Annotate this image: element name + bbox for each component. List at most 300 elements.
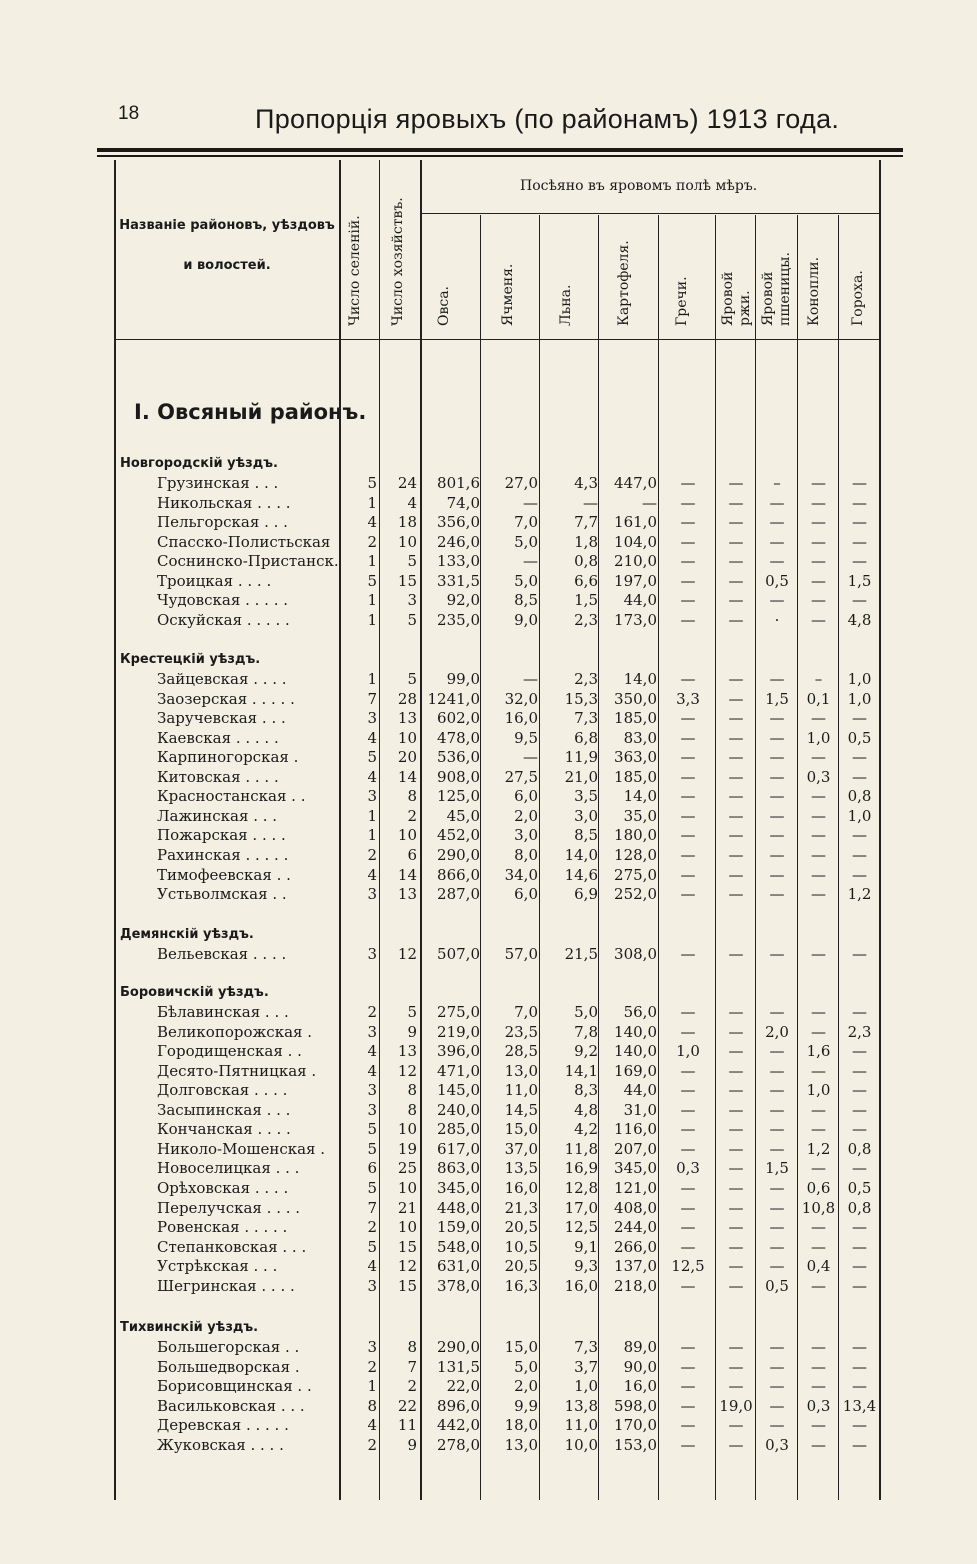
table-cell: 5 [367, 1178, 377, 1197]
table-row [0, 1042, 977, 1061]
crop-column-header: Конопли. [806, 256, 822, 326]
table-cell: 128,0 [614, 845, 657, 864]
table-cell: 9,0 [514, 610, 538, 629]
volost-name: Троицкая . . . . [157, 571, 272, 590]
table-cell: 23,5 [504, 1022, 538, 1041]
table-cell: — [728, 689, 744, 708]
table-cell: 0,5 [765, 1276, 789, 1295]
table-cell: — [811, 610, 826, 629]
table-cell: 5 [407, 1003, 417, 1021]
table-cell: — [728, 865, 744, 884]
table-cell: 14,0 [564, 845, 598, 864]
table-cell: 21,3 [504, 1198, 538, 1217]
table-cell: 290,0 [437, 845, 480, 864]
volost-name: Лажинская . . . [157, 806, 278, 825]
table-cell: 4 [407, 493, 417, 512]
table-cell: 2 [367, 1435, 377, 1454]
table-cell: — [811, 885, 826, 904]
table-cell: 173,0 [614, 610, 657, 629]
table-cell: 1,8 [574, 532, 598, 551]
table-cell: 0,5 [847, 728, 872, 747]
table-cell: — [769, 1120, 785, 1139]
table-cell: 285,0 [437, 1120, 480, 1139]
table-cell: — [728, 1061, 744, 1080]
table-cell: — [811, 1120, 826, 1139]
table-cell: 0,5 [765, 571, 789, 590]
table-cell: 5 [407, 670, 417, 688]
table-cell: 5 [407, 552, 417, 571]
uezd-heading: Боровичскій уѣздъ. [120, 985, 269, 1000]
table-row [0, 945, 977, 964]
table-cell: 2 [367, 532, 377, 551]
table-row [0, 690, 977, 709]
table-cell: — [852, 845, 867, 864]
table-cell: — [523, 670, 538, 688]
table-cell: — [680, 945, 696, 963]
table-cell: 275,0 [437, 1003, 480, 1021]
table-cell: 13 [397, 709, 417, 728]
table-cell: 246,0 [437, 532, 480, 551]
table-cell: — [680, 767, 696, 786]
table-cell: 2 [407, 1377, 417, 1396]
volost-name: Васильковская . . . [157, 1396, 305, 1415]
table-cell: 452,0 [437, 826, 480, 845]
table-cell: — [769, 767, 785, 786]
table-cell: 0,8 [847, 1139, 872, 1158]
table-cell: 18 [397, 513, 417, 532]
table-cell: 3,3 [676, 689, 700, 708]
table-cell: 244,0 [614, 1218, 657, 1237]
table-cell: 408,0 [614, 1198, 657, 1217]
table-cell: 8,0 [514, 845, 538, 864]
table-cell: 631,0 [437, 1257, 480, 1276]
table-cell: — [728, 728, 744, 747]
table-cell: 2,0 [514, 806, 538, 825]
table-cell: — [852, 709, 867, 728]
table-cell: 252,0 [614, 885, 657, 904]
table-cell: — [811, 787, 826, 806]
table-cell: 16,3 [504, 1276, 538, 1295]
table-cell: — [852, 1061, 867, 1080]
volost-name: Рахинская . . . . . [157, 845, 289, 864]
table-cell: — [852, 1257, 867, 1276]
table-cell: — [680, 571, 696, 590]
table-cell: 1 [367, 552, 377, 571]
table-cell: — [728, 787, 744, 806]
table-cell: 8,5 [514, 591, 538, 610]
table-row [0, 474, 977, 493]
table-cell: 32,0 [504, 689, 538, 708]
top-rule-thin [97, 155, 903, 157]
table-cell: 4 [367, 1257, 377, 1276]
table-cell: 801,6 [437, 474, 480, 492]
table-cell: 9 [407, 1435, 417, 1454]
table-cell: 8 [407, 1100, 417, 1119]
table-cell: 0,3 [765, 1435, 789, 1454]
table-cell: — [769, 552, 785, 571]
table-cell: — [852, 493, 867, 512]
table-cell: 8 [407, 1081, 417, 1100]
volost-name: Деревская . . . . . [157, 1416, 289, 1435]
table-row [0, 826, 977, 845]
table-cell: — [811, 552, 826, 571]
table-cell: — [680, 1178, 696, 1197]
volost-name: Великопорожская . [157, 1022, 313, 1041]
table-cell: 9 [407, 1022, 417, 1041]
volost-name: Соснинско-Пристанск. [157, 552, 339, 571]
table-cell: 16,0 [564, 1276, 598, 1295]
table-cell: 10 [397, 826, 417, 845]
table-cell: 13 [397, 1042, 417, 1061]
volost-name: Вельевская . . . . [157, 945, 287, 963]
uezd-heading: Новгородскій уѣздъ. [120, 456, 278, 471]
table-cell: — [811, 865, 826, 884]
table-cell: — [728, 1003, 744, 1021]
volost-name: Тимофеевская . . [157, 865, 291, 884]
table-cell: 12,5 [671, 1257, 705, 1276]
table-cell: 0,4 [806, 1257, 831, 1276]
table-cell: 20,5 [504, 1218, 538, 1237]
table-cell: — [769, 845, 785, 864]
table-cell: 548,0 [437, 1237, 480, 1256]
table-row [0, 1081, 977, 1100]
table-cell: — [523, 493, 538, 512]
table-cell: — [769, 513, 785, 532]
table-cell: — [852, 1003, 867, 1021]
table-cell: — [680, 885, 696, 904]
table-cell: 1,5 [847, 571, 872, 590]
table-cell: 153,0 [614, 1435, 657, 1454]
table-row [0, 552, 977, 571]
table-row [0, 1199, 977, 1218]
table-row [0, 807, 977, 826]
table-cell: — [680, 806, 696, 825]
table-cell: — [728, 1120, 744, 1139]
table-row [0, 768, 977, 787]
table-cell: — [680, 1120, 696, 1139]
table-cell: — [680, 787, 696, 806]
table-cell: 1,5 [765, 1159, 789, 1178]
volost-name: Николо-Мошенская . [157, 1139, 326, 1158]
table-cell: — [680, 1198, 696, 1217]
table-row [0, 1062, 977, 1081]
table-cell: — [769, 670, 785, 688]
table-cell: 0,6 [806, 1178, 831, 1197]
table-cell: — [769, 748, 785, 767]
table-cell: · [774, 610, 780, 629]
table-row [0, 1218, 977, 1237]
table-cell: 3 [367, 1276, 377, 1295]
table-cell: — [811, 1003, 826, 1021]
table-cell: — [769, 1396, 785, 1415]
table-cell: — [852, 1042, 867, 1061]
table-cell: — [769, 1003, 785, 1021]
table-row [0, 1377, 977, 1396]
table-cell: — [811, 1061, 826, 1080]
table-cell: 308,0 [614, 945, 657, 963]
table-cell: 57,0 [504, 945, 538, 963]
table-row [0, 513, 977, 532]
name-column-header: Названіе районовъ, уѣздовъ [119, 218, 335, 233]
table-cell: 1,0 [806, 728, 831, 747]
table-row [0, 1179, 977, 1198]
table-cell: — [769, 493, 785, 512]
table-cell: 7,3 [574, 709, 598, 728]
sown-group-header: Посѣяно въ яровомъ полѣ мѣръ. [520, 178, 758, 194]
table-cell: 345,0 [437, 1178, 480, 1197]
table-cell: 28 [397, 689, 417, 708]
table-cell: 12,8 [564, 1178, 598, 1197]
table-cell: 866,0 [437, 865, 480, 884]
table-cell: 159,0 [437, 1218, 480, 1237]
table-cell: — [680, 513, 696, 532]
table-cell: — [769, 1357, 785, 1376]
crop-column-header: Льна. [558, 284, 574, 326]
table-cell: — [728, 845, 744, 864]
table-cell: — [728, 1416, 744, 1435]
table-cell: 16,0 [504, 1178, 538, 1197]
volost-name: Новоселицкая . . . [157, 1159, 300, 1178]
table-cell: 1,0 [806, 1081, 831, 1100]
table-cell: — [680, 1416, 696, 1435]
table-cell: — [852, 1276, 867, 1295]
table-cell: — [680, 1338, 696, 1356]
table-cell: 5,0 [574, 1003, 598, 1021]
table-cell: — [680, 845, 696, 864]
table-cell: 8 [407, 1338, 417, 1356]
table-cell: 1,5 [574, 591, 598, 610]
table-cell: — [852, 767, 867, 786]
table-cell: — [811, 1237, 826, 1256]
table-row [0, 1397, 977, 1416]
table-cell: 4 [367, 728, 377, 747]
table-cell: 56,0 [623, 1003, 657, 1021]
table-cell: 131,5 [437, 1357, 480, 1376]
table-cell: 14,6 [564, 865, 598, 884]
table-cell: — [852, 1435, 867, 1454]
table-cell: 287,0 [437, 885, 480, 904]
table-cell: 5 [407, 610, 417, 629]
table-cell: — [811, 532, 826, 551]
volost-name: Чудовская . . . . . [157, 591, 288, 610]
page-title: Пропорція яровыхъ (по районамъ) 1913 года. [255, 104, 840, 134]
table-cell: 4 [367, 1416, 377, 1435]
table-cell: — [680, 826, 696, 845]
table-cell: 11,9 [564, 748, 598, 767]
table-cell: 9,1 [574, 1237, 598, 1256]
table-cell: — [852, 513, 867, 532]
table-cell: 17,0 [564, 1198, 598, 1217]
table-cell: 2,0 [514, 1377, 538, 1396]
table-cell: — [769, 1338, 785, 1356]
table-cell: — [852, 865, 867, 884]
table-cell: – [773, 474, 781, 492]
table-cell: — [523, 552, 538, 571]
table-cell: 1 [367, 670, 377, 688]
table-cell: 13,0 [504, 1061, 538, 1080]
table-cell: 16,9 [564, 1159, 598, 1178]
table-cell: — [680, 474, 696, 492]
table-cell: 1,0 [676, 1042, 700, 1061]
table-cell: — [769, 1061, 785, 1080]
table-cell: — [811, 1218, 826, 1237]
volost-name: Пожарская . . . . [157, 826, 286, 845]
table-cell: 356,0 [437, 513, 480, 532]
table-cell: — [728, 493, 744, 512]
table-cell: 13,0 [504, 1435, 538, 1454]
table-cell: 2 [407, 806, 417, 825]
table-cell: — [728, 610, 744, 629]
table-cell: 363,0 [614, 748, 657, 767]
table-row [0, 846, 977, 865]
table-cell: 448,0 [437, 1198, 480, 1217]
table-cell: — [680, 865, 696, 884]
table-cell: — [811, 1357, 826, 1376]
crop-column-header: Овса. [436, 286, 452, 326]
volost-name: Перелучская . . . . [157, 1198, 301, 1217]
table-cell: 99,0 [446, 670, 480, 688]
table-cell: 8,5 [574, 826, 598, 845]
table-cell: — [680, 728, 696, 747]
table-cell: 27,0 [504, 474, 538, 492]
table-cell: — [811, 1276, 826, 1295]
table-cell: 15 [397, 1237, 417, 1256]
table-cell: 140,0 [614, 1042, 657, 1061]
table-cell: — [728, 709, 744, 728]
table-cell: 22 [397, 1396, 417, 1415]
table-cell: — [680, 591, 696, 610]
table-cell: — [680, 1357, 696, 1376]
table-cell: 4 [367, 1042, 377, 1061]
table-cell: 7,0 [514, 513, 538, 532]
table-cell: 11,0 [504, 1081, 538, 1100]
table-cell: 908,0 [437, 767, 480, 786]
table-cell: — [680, 709, 696, 728]
table-cell: 28,5 [504, 1042, 538, 1061]
table-cell: 7 [367, 689, 377, 708]
table-cell: 185,0 [614, 709, 657, 728]
table-cell: — [769, 806, 785, 825]
table-row [0, 1003, 977, 1022]
volost-name: Заозерская . . . . . [157, 689, 295, 708]
table-cell: — [811, 493, 826, 512]
table-cell: 6,8 [574, 728, 598, 747]
table-cell: 5 [367, 1120, 377, 1139]
table-cell: — [769, 728, 785, 747]
table-cell: 11,0 [564, 1416, 598, 1435]
table-cell: 442,0 [437, 1416, 480, 1435]
table-cell: 9,9 [514, 1396, 538, 1415]
uezd-heading: Крестецкій уѣздъ. [120, 652, 261, 667]
table-cell: 3 [407, 591, 417, 610]
table-row [0, 1257, 977, 1276]
table-cell: — [680, 532, 696, 551]
table-cell: — [583, 493, 598, 512]
table-cell: 278,0 [437, 1435, 480, 1454]
table-row [0, 1238, 977, 1257]
table-cell: — [811, 945, 826, 963]
table-cell: 1,2 [847, 885, 872, 904]
table-cell: 14,0 [623, 787, 657, 806]
table-cell: — [852, 1377, 867, 1396]
table-cell: 10,8 [801, 1198, 836, 1217]
table-cell: 5 [367, 571, 377, 590]
table-cell: 92,0 [446, 591, 480, 610]
volost-name: Бѣлавинская . . . [157, 1003, 289, 1021]
name-column-header-2: и волостей. [183, 258, 271, 273]
table-row [0, 1436, 977, 1455]
table-cell: 3 [367, 709, 377, 728]
table-cell: 0,5 [847, 1178, 872, 1197]
table-cell: — [852, 748, 867, 767]
table-cell: 1,0 [847, 806, 872, 825]
table-cell: — [852, 945, 867, 963]
table-cell: 2 [367, 1357, 377, 1376]
table-cell: 9,2 [574, 1042, 598, 1061]
table-cell: — [728, 1377, 744, 1396]
table-cell: 1,0 [574, 1377, 598, 1396]
table-cell: 6,9 [574, 885, 598, 904]
table-cell: 3 [367, 1022, 377, 1041]
table-cell: — [728, 513, 744, 532]
table-cell: 27,5 [504, 767, 538, 786]
table-row [0, 1338, 977, 1357]
volost-name: Городищенская . . [157, 1042, 302, 1061]
table-cell: 2 [367, 1003, 377, 1021]
table-cell: — [852, 1081, 867, 1100]
table-cell: 1,2 [806, 1139, 831, 1158]
table-cell: 16,0 [623, 1377, 657, 1396]
table-cell: 345,0 [614, 1159, 657, 1178]
table-cell: 3 [367, 945, 377, 963]
table-cell: — [728, 1042, 744, 1061]
table-cell: — [680, 1218, 696, 1237]
table-cell: — [680, 552, 696, 571]
table-cell: — [728, 1139, 744, 1158]
table-cell: 2,3 [574, 670, 598, 688]
volost-name: Кончанская . . . . [157, 1120, 291, 1139]
table-cell: 210,0 [614, 552, 657, 571]
table-cell: 12 [397, 1257, 417, 1276]
table-cell: — [811, 826, 826, 845]
table-cell: — [852, 826, 867, 845]
table-cell: 602,0 [437, 709, 480, 728]
table-row [0, 1416, 977, 1435]
table-cell: 116,0 [614, 1120, 657, 1139]
table-cell: 0,3 [806, 767, 831, 786]
table-cell: 7,0 [514, 1003, 538, 1021]
table-cell: 12 [397, 1061, 417, 1080]
table-row [0, 748, 977, 767]
table-cell: — [769, 885, 785, 904]
table-cell: — [680, 493, 696, 512]
table-cell: 471,0 [437, 1061, 480, 1080]
table-cell: 3 [367, 787, 377, 806]
table-cell: 25 [397, 1159, 417, 1178]
crop-column-header: Картофеля. [616, 240, 632, 326]
table-cell: 10,0 [564, 1435, 598, 1454]
volost-name: Карпиногорская . [157, 748, 299, 767]
table-row [0, 1120, 977, 1139]
table-cell: 7 [407, 1357, 417, 1376]
table-cell: 13,5 [504, 1159, 538, 1178]
table-cell: 16,0 [504, 709, 538, 728]
table-cell: 125,0 [437, 787, 480, 806]
table-cell: — [769, 591, 785, 610]
table-cell: — [811, 1377, 826, 1396]
table-cell: 1,5 [765, 689, 789, 708]
table-cell: — [728, 1081, 744, 1100]
